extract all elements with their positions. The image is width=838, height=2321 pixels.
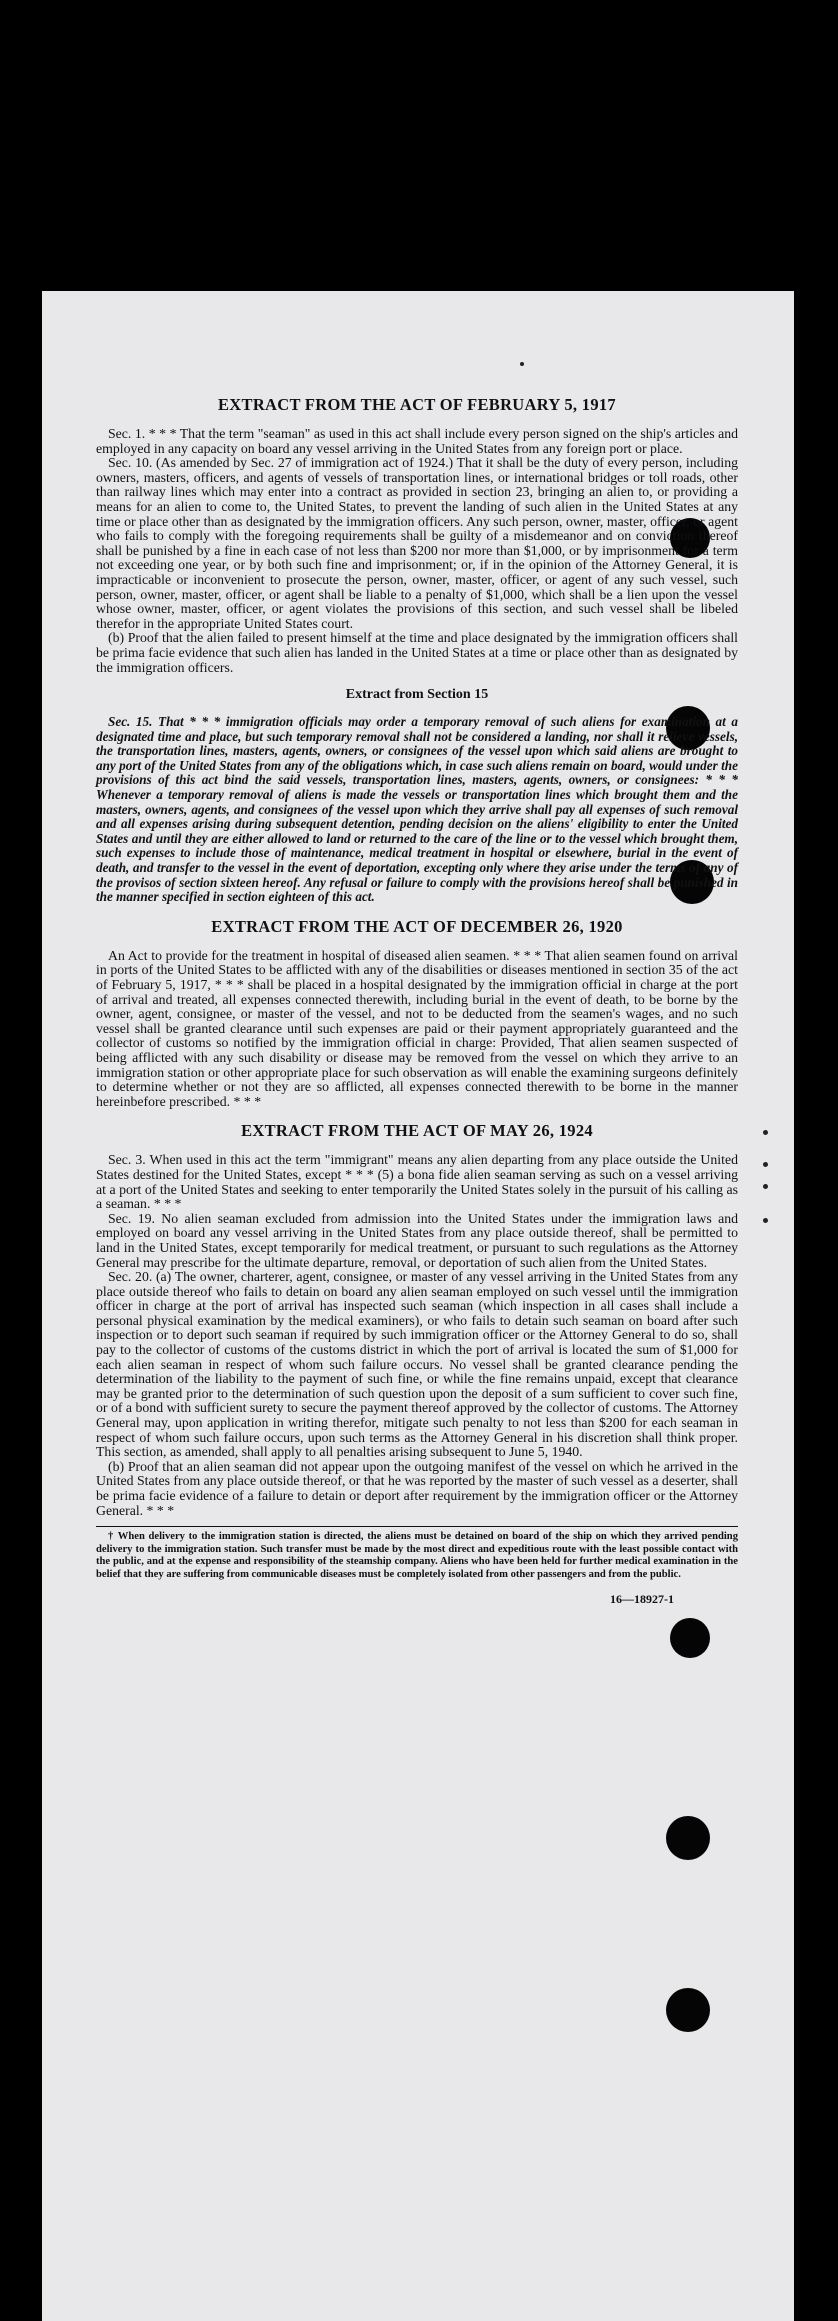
punch-hole bbox=[670, 1618, 710, 1658]
paragraph-sec-3: Sec. 3. When used in this act the term "immigrant" means any alien departing from any place outside the United States destined for the United States, except * * * (5) a bona fide alien seaman serving as such on a vessel arriving at a port of the United States and seeking to enter temporarily the United States solely in the pursuit of his calling as a seaman. * * * bbox=[96, 1152, 738, 1212]
heading-act-1924: EXTRACT FROM THE ACT OF MAY 26, 1924 bbox=[241, 1121, 593, 1141]
paragraph-sec-20-b: (b) Proof that an alien seaman did not appear upon the outgoing manifest of the vessel on which he arrived in the United States from any place outside thereof, or that he was reported by the master of such vessel as a deserter, shall be prima facie evidence of a failure to detain or deport after requirement by the immigration officer or the Attorney General. * * * bbox=[96, 1458, 738, 1518]
margin-dot bbox=[763, 1130, 768, 1135]
footnote: † When delivery to the immigration station is directed, the aliens must be detained on board of the ship on which they arrived pending delivery to the immigration station. Such transfer must be made by the most direct and expeditious route with the least possible contact with the public, and at the expense and responsibility of the steamship company. Aliens who have been held for further medical examination in the belief that they are suffering from communicable diseases must be completely isolated from other passengers and from the public. bbox=[96, 1531, 738, 1580]
paragraph-sec-15: Sec. 15. That * * * immigration officials may order a temporary removal of such aliens for examination at a designated time and place, but such temporary removal shall not be considered a landing, nor shall it relieve vessels, the transportation lines, masters, agents, owners, or consignees of the vessel upon which said aliens are brought to any port of the United States from any of the obligations which, in case such aliens remain on board, would under the provisions of this act bind the said vessels, transportation lines, masters, agents, owners, or consignees: * * * Whenever a temporary removal of aliens is made the vessels or transportation lines which brought them and the masters, owners, agents, and consignees of the vessel upon which they arrive shall pay all expenses of such removal and all expenses arising during subsequent detention, pending decision on the aliens' eligibility to enter the United States and until they are either allowed to land or returned to the care of the line or to the vessel which brought them, such expenses to include those of maintenance, medical treatment in hospital or elsewhere, burial in the event of death, and transfer to the vessel in the event of deportation, excepting only where they arise under the terms of any of the provisos of section sixteen hereof. Any refusal or failure to comply with the provisions hereof shall be punished in the manner specified in section eighteen of this act. bbox=[96, 714, 738, 905]
paragraph-sec-10: Sec. 10. (As amended by Sec. 27 of immigration act of 1924.) That it shall be the duty of every person, including owners, masters, officers, and agents of vessels of transportation lines, or international bridges or toll roads, other than railway lines which may enter into a contract as provided in section 23, bringing an alien to, or providing a means for an alien to come to, the United States, to prevent the landing of such alien in the United States at any time or place other than as designated by the immigration officers. Any such person, owner, master, officer, or agent who fails to comply with the foregoing requirements shall be guilty of a misdemeanor and on conviction thereof shall be punished by a fine in each case of not less than $200 nor more than $1,000, or by imprisonment for a term not exceeding one year, or by both such fine and imprisonment; or, if in the opinion of the Attorney General, it is impracticable or inconvenient to prosecute the person, owner, master, officer, or agent of any such vessel, such person, owner, master, officer, or agent shall be liable to a penalty of $1,000, which shall be a lien upon the vessel whose owner, master, officer, or agent violates the provisions of this section, and such vessel shall be libeled therefor in the appropriate United States court. bbox=[96, 455, 738, 631]
heading-act-1920: EXTRACT FROM THE ACT OF DECEMBER 26, 1920 bbox=[211, 916, 623, 936]
footnote-divider bbox=[96, 1526, 738, 1527]
margin-dot bbox=[763, 1218, 768, 1223]
heading-act-1917: EXTRACT FROM THE ACT OF FEBRUARY 5, 1917 bbox=[218, 395, 616, 414]
paragraph-sec-19: Sec. 19. No alien seaman excluded from admission into the United States under the immigration laws and employed on board any vessel arriving in the United States from any place outside thereof, shall be permitted to land in the United States, except temporarily for medical treatment, or pursuant to such regulations as the Attorney General may prescribe for the ultimate departure, removal, or deportation of such alien from the United States. bbox=[96, 1210, 738, 1270]
stray-mark bbox=[520, 362, 524, 366]
paragraph-sec-20: Sec. 20. (a) The owner, charterer, agent, consignee, or master of any vessel arriving in the United States from any place outside thereof who fails to detain on board any alien seaman employed on such vessel until the immigration officer in charge at the port of arrival has inspected such seaman (which inspection in all cases shall include a personal physical examination by the medical examiners), or who fails to detain such seaman on board after such inspection or to deport such seaman if required by such immigration officer or the Attorney General to do so, shall pay to the collector of customs of the customs district in which the port of arrival is located the sum of $1,000 for each alien seaman in respect of whom such failure occurs. No vessel shall be granted clearance pending the determination of the liability to the payment of such fine, or while the fine remains unpaid, except that clearance may be granted prior to the determination of such question upon the deposit of a sum sufficient to cover such fine, or of a bond with sufficient surety to secure the payment thereof approved by the collector of customs. The Attorney General may, upon application in writing therefor, mitigate such penalty to not less than $200 for each seaman in respect of whom such failure occurs, upon such terms as the Attorney General in his discretion shall think proper. This section, as amended, shall apply to all penalties arising subsequent to June 5, 1940. bbox=[96, 1269, 738, 1460]
document-body bbox=[96, 390, 738, 1607]
heading-section-15: Extract from Section 15 bbox=[345, 687, 489, 703]
punch-hole bbox=[666, 1816, 710, 1860]
punch-hole bbox=[666, 1988, 710, 2032]
paragraph-act-1920: An Act to provide for the treatment in hospital of diseased alien seamen. * * * That alien seamen found on arrival in ports of the United States to be afflicted with any of the disabilities or diseases mentioned in section 35 of the act of February 5, 1917, * * * shall be placed in a hospital designated by the immigration official in charge at the port of arrival and treated, all expenses connected therewith, including burial in the event of death, to be borne by the owner, agent, consignee, or master of the vessel, and not to be deducted from the seamen's wages, and no such vessel shall be granted clearance until such expenses are paid or their payment appropriately guaranteed and the collector of customs so notified by the immigration official in charge: Provided, That alien seamen suspected of being afflicted with any such disability or disease may be removed from the vessel on which they arrive to an immigration station or other appropriate place for such observation as will enable the examining surgeons definitely to determine whether or not they are so afflicted, all expenses connected therewith to be borne in the manner hereinbefore prescribed. * * * bbox=[96, 947, 738, 1109]
margin-dot bbox=[763, 1184, 768, 1189]
paragraph-sec-1: Sec. 1. * * * That the term "seaman" as used in this act shall include every person signed on the ship's articles and employed in any capacity on board any vessel arriving in the United States from any foreign port or place. bbox=[96, 426, 738, 456]
margin-dot bbox=[763, 1162, 768, 1167]
document-code: 16—18927-1 bbox=[610, 1591, 674, 1606]
paragraph-sec-10-b: (b) Proof that the alien failed to present himself at the time and place designated by the immigration officers shall be prima facie evidence that such alien has landed in the United States at a time or place other than as designated by the immigration officers. bbox=[96, 630, 738, 675]
